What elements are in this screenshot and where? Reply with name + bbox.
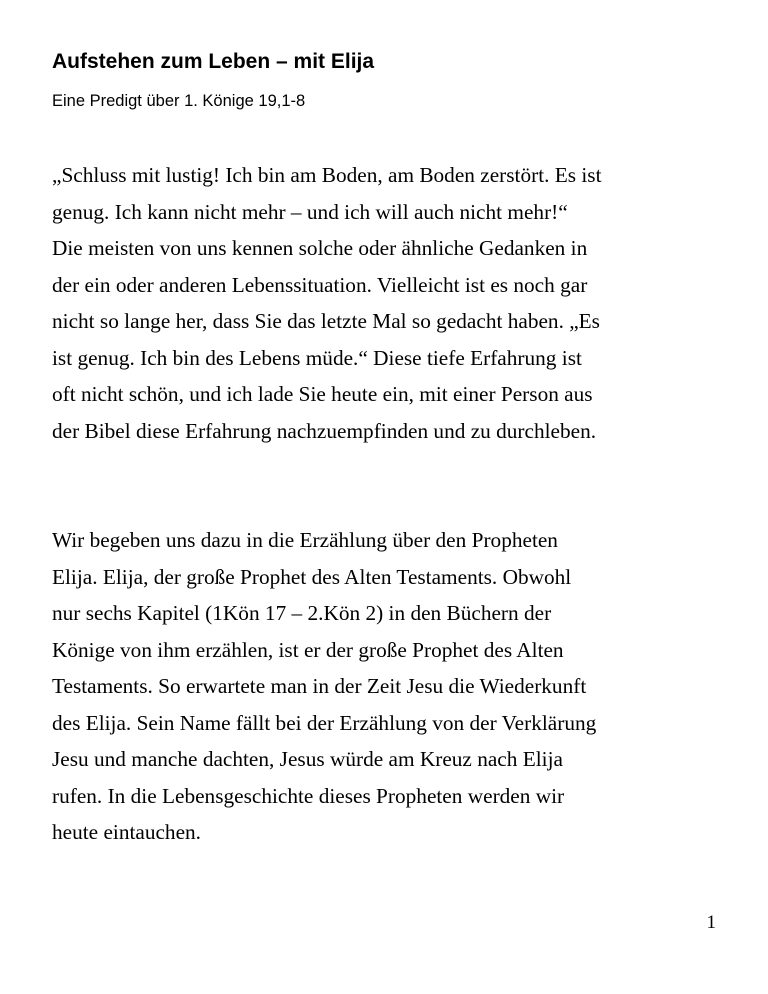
paragraph-line: „Schluss mit lustig! Ich bin am Boden, am Boden zerstört. Es ist: [52, 163, 602, 187]
paragraph-line: Wir begeben uns dazu in die Erzählung über den Propheten: [52, 528, 558, 552]
paragraph-line: heute eintauchen.: [52, 820, 202, 844]
paragraph-line: Elija. Elija, der große Prophet des Alten Testaments. Obwohl: [52, 564, 572, 589]
paragraph-line: Testaments. So erwartete man in der Zeit Jesu die Wiederkunft: [52, 674, 587, 698]
paragraph-line: oft nicht schön, und ich lade Sie heute ein, mit einer Person aus: [52, 382, 593, 406]
paragraph-1: [52, 157, 742, 449]
document-subtitle: Eine Predigt über 1. Könige 19,1-8: [52, 92, 306, 110]
paragraph-2: [52, 522, 742, 851]
paragraph-line: der Bibel diese Erfahrung nachzuempfinden und zu durchleben.: [52, 418, 597, 443]
paragraph-line: der ein oder anderen Lebenssituation. Vielleicht ist es noch gar: [52, 272, 588, 297]
paragraph-line: Die meisten von uns kennen solche oder ähnliche Gedanken in: [52, 236, 588, 260]
paragraph-line: des Elija. Sein Name fällt bei der Erzählung von der Verklärung: [52, 710, 597, 735]
paragraph-line: ist genug. Ich bin des Lebens müde.“ Diese tiefe Erfahrung ist: [52, 345, 582, 370]
paragraph-line: nur sechs Kapitel (1Kön 17 – 2.Kön 2) in den Büchern der: [52, 601, 552, 625]
paragraph-line: Jesu und manche dachten, Jesus würde am Kreuz nach Elija: [52, 747, 563, 771]
paragraph-line: Könige von ihm erzählen, ist er der große Prophet des Alten: [52, 637, 564, 662]
paragraph-line: rufen. In die Lebensgeschichte dieses Propheten werden wir: [52, 783, 565, 808]
paragraph-line: nicht so lange her, dass Sie das letzte Mal so gedacht haben. „Es: [52, 309, 600, 333]
page-number: 1: [706, 912, 716, 933]
document-title: Aufstehen zum Leben – mit Elija: [52, 50, 375, 73]
paragraph-line: genug. Ich kann nicht mehr – und ich will auch nicht mehr!“: [52, 199, 568, 224]
